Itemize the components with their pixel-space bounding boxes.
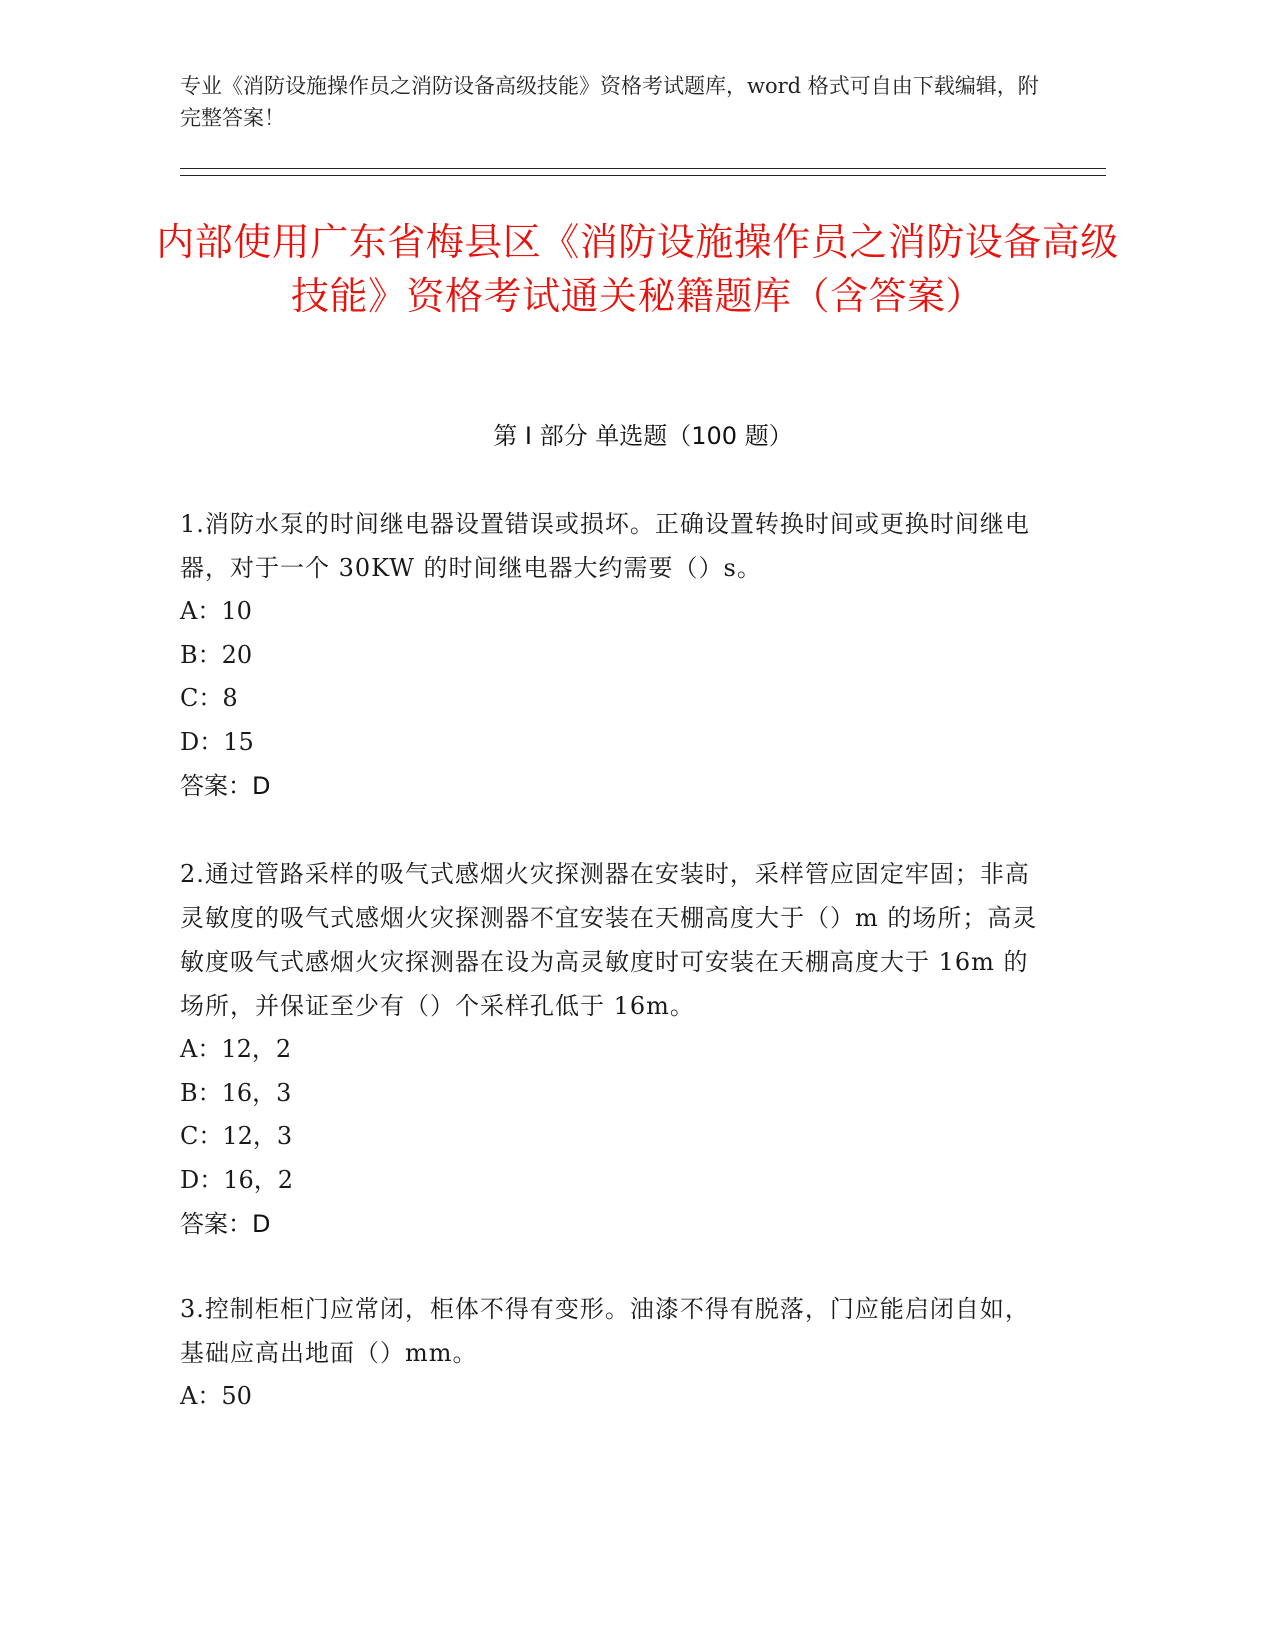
question-1 <box>180 502 1040 808</box>
option-a: A：10 <box>180 597 252 625</box>
header-divider-top <box>180 168 1106 169</box>
question-2 <box>180 852 1040 1246</box>
option-a: A：50 <box>180 1382 252 1410</box>
option-c: C：12，3 <box>180 1122 293 1150</box>
option-b: B：16，3 <box>180 1078 292 1107</box>
question-stem: 2.通过管路采样的吸气式感烟火灾探测器在安装时，采样管应固定牢固；非高灵敏度的吸气式感烟火灾探测器不宜安装在天棚高度大于（）m 的场所；高灵敏度吸气式感烟火灾探测器在设为高灵敏度时可安装在天棚高度大于 16m 的场所，并保证至少有（）个采样孔低于 16m。 <box>180 860 1038 1020</box>
option-c: C：8 <box>180 684 238 712</box>
option-a: A：12，2 <box>180 1035 292 1063</box>
section-heading: 第 I 部分 单选题（100 题） <box>493 422 793 450</box>
option-d: D：16，2 <box>180 1165 294 1194</box>
question-3 <box>180 1287 1040 1419</box>
question-stem: 3.控制柜柜门应常闭，柜体不得有变形。油漆不得有脱落，门应能启闭自如，基础应高出地面（）mm。 <box>180 1295 1030 1367</box>
question-stem: 1.消防水泵的时间继电器设置错误或损坏。正确设置转换时间或更换时间继电器，对于一个 30KW 的时间继电器大约需要（）s。 <box>180 510 1030 582</box>
option-b: B：20 <box>180 640 253 669</box>
document-title: 内部使用广东省梅县区《消防设施操作员之消防设备高级技能》资格考试通关秘籍题库（含答案） <box>156 220 1119 318</box>
option-d: D：15 <box>180 727 254 756</box>
header-divider-bottom <box>180 175 1106 176</box>
answer: 答案：D <box>180 1210 271 1238</box>
header-note: 专业《消防设施操作员之消防设备高级技能》资格考试题库，word 格式可自由下载编辑，附完整答案！ <box>180 74 1039 130</box>
answer: 答案：D <box>180 772 271 800</box>
